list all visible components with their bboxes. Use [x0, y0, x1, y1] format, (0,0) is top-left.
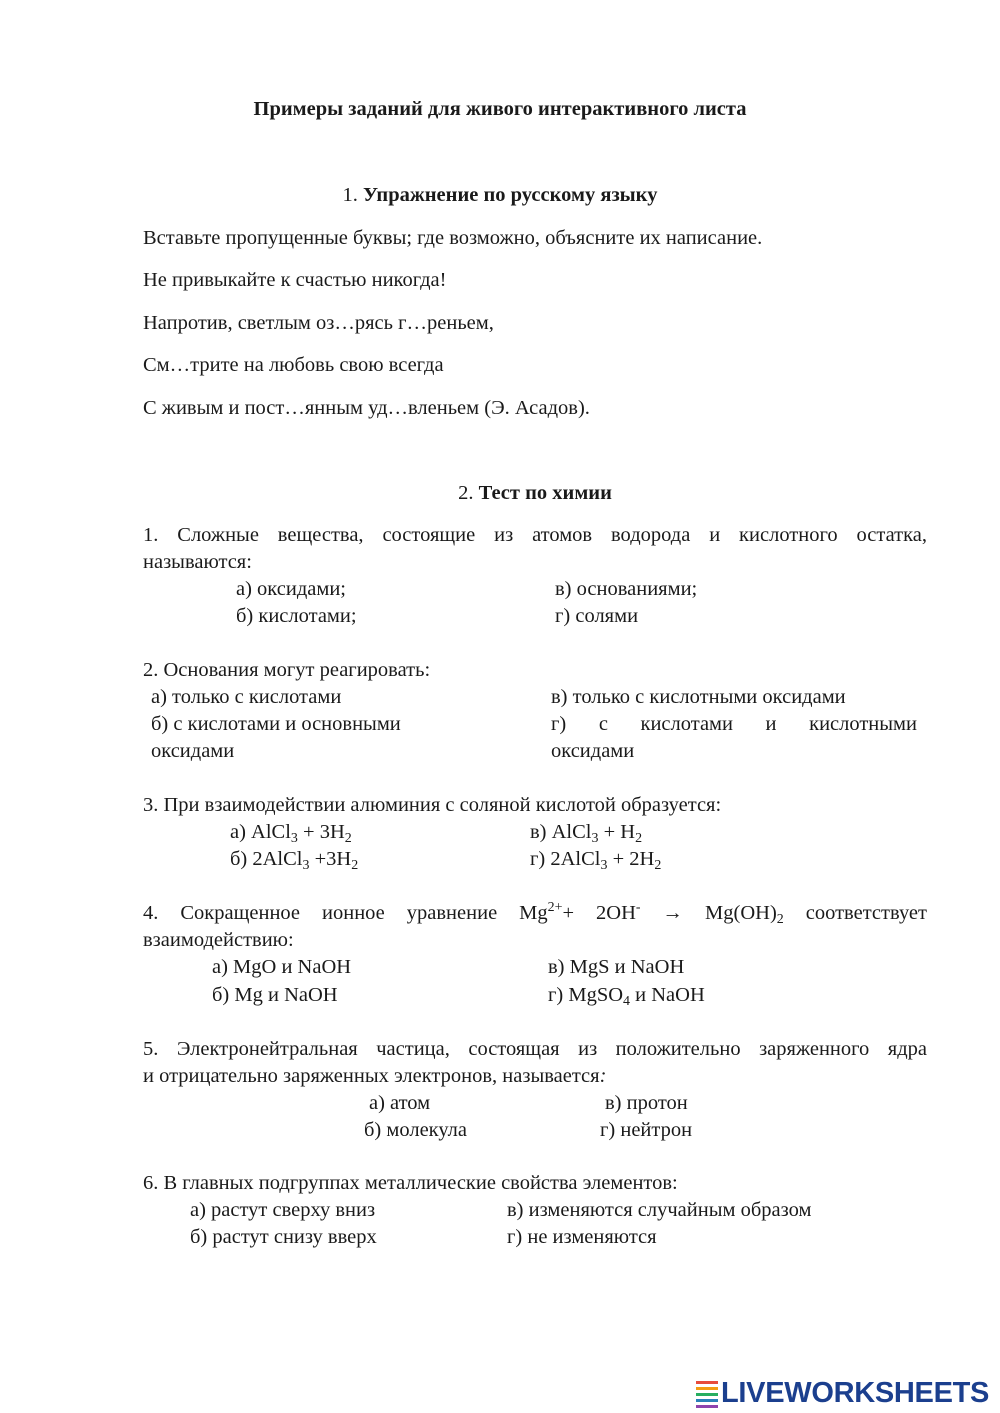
question-3-text: 3. При взаимодействии алюминия с соляной кислотой образуется: [143, 794, 722, 816]
q1-option-v[interactable]: в) основаниями; [555, 578, 698, 600]
q3-option-v[interactable]: в) AlCl$_3$ + $H_2$ [530, 821, 643, 847]
q5-option-g[interactable]: г) нейтрон [600, 1119, 693, 1141]
q6-option-a[interactable]: а) растут сверху вниз [190, 1199, 376, 1221]
worksheet-icon [696, 1378, 718, 1408]
q2-option-g[interactable]: г) с кислотами и кислотными [551, 713, 917, 735]
question-5-text: 5. Электронейтральная частица, состоящая из положительно заряженного ядра [143, 1038, 927, 1060]
q4-option-b[interactable]: б) Mg и NaOH [212, 984, 338, 1006]
q2-option-g-cont: оксидами [551, 740, 635, 762]
q4-option-g[interactable]: г) MgSO$_4$ и NaOH [548, 984, 705, 1010]
poem-line-4: С живым и пост…янным уд…вленьем (Э. Асадов). [143, 397, 590, 419]
q2-option-b[interactable]: б) с кислотами и основными [151, 713, 401, 735]
q2-option-b-cont: оксидами [151, 740, 235, 762]
section-1-instruction: Вставьте пропущенные буквы; где возможно, объясните их написание. [143, 227, 763, 249]
q2-option-a[interactable]: а) только с кислотами [151, 686, 342, 708]
q1-option-g[interactable]: г) солями [555, 605, 639, 627]
question-2-text: 2. Основания могут реагировать: [143, 659, 431, 681]
q4-option-v[interactable]: в) MgS и NaOH [548, 956, 685, 978]
question-1-text-cont: называются: [143, 551, 252, 573]
question-4-text: 4. Сокращенное ионное уравнение $Mg^{2+}+ 2OH^- \to Mg(OH)_2$ соответствует [143, 900, 927, 928]
q5-option-v[interactable]: в) протон [605, 1092, 688, 1114]
q4-option-a[interactable]: а) MgO и NaOH [212, 956, 352, 978]
question-1-text: 1. Сложные вещества, состоящие из атомов водорода и кислотного остатка, [143, 524, 927, 546]
page-title: Примеры заданий для живого интерактивного листа [253, 98, 747, 120]
q6-option-v[interactable]: в) изменяются случайным образом [507, 1199, 812, 1221]
question-6-text: 6. В главных подгруппах металлические свойства элементов: [143, 1172, 678, 1194]
q6-option-g[interactable]: г) не изменяются [507, 1226, 657, 1248]
question-5-text-cont: и отрицательно заряженных электронов, называется: [143, 1065, 607, 1087]
q3-option-g[interactable]: г) 2AlCl$_3$ + $2H_2$ [530, 848, 662, 874]
q2-option-v[interactable]: в) только с кислотными оксидами [551, 686, 846, 708]
section-1-heading: 1. Упражнение по русскому языку [342, 184, 658, 206]
q3-option-b[interactable]: б) 2AlCl$_3$ $+3H_2$ [230, 848, 359, 874]
liveworksheets-logo [696, 1376, 989, 1410]
q1-option-b[interactable]: б) кислотами; [236, 605, 357, 627]
poem-line-2: Напротив, светлым оз…рясь г…реньем, [143, 312, 494, 334]
q6-option-b[interactable]: б) растут снизу вверх [190, 1226, 377, 1248]
q1-option-a[interactable]: а) оксидами; [236, 578, 346, 600]
q3-option-a[interactable]: а) AlCl$_3$ + $3H_2$ [230, 821, 352, 847]
poem-line-3: См…трите на любовь свою всегда [143, 354, 444, 376]
logo-text: LIVEWORKSHEETS [721, 1376, 990, 1409]
q5-option-b[interactable]: б) молекула [364, 1119, 468, 1141]
q5-option-a[interactable]: а) атом [369, 1092, 431, 1114]
question-4-text-cont: взаимодействию: [143, 929, 294, 951]
poem-line-1: Не привыкайте к счастью никогда! [143, 269, 447, 291]
section-2-heading: 2. Тест по химии [458, 482, 612, 504]
